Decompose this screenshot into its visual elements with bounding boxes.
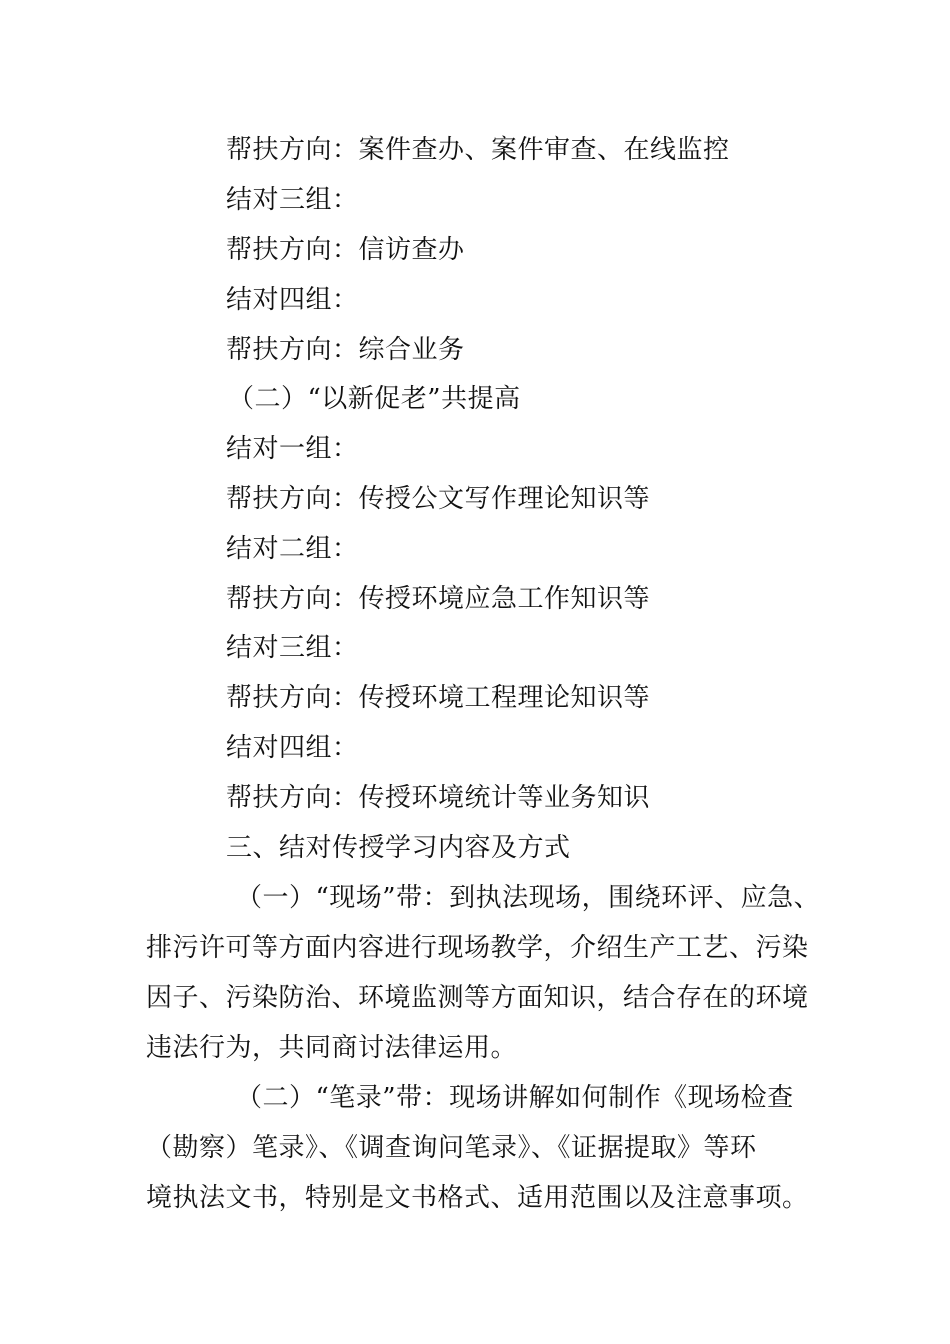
text-line: 帮扶方向：传授环境统计等业务知识: [226, 783, 651, 813]
section-heading: （二）“以新促老”共提高: [228, 384, 521, 414]
paragraph-line: 违法行为，共同商讨法律运用。: [146, 1033, 518, 1063]
text-line: 帮扶方向：信访查办: [226, 235, 465, 265]
text-line: 结对一组：: [226, 434, 359, 464]
section-heading: 三、结对传授学习内容及方式: [226, 833, 571, 863]
paragraph-line: 排污许可等方面内容进行现场教学，介绍生产工艺、污染: [146, 933, 809, 963]
text-line: 帮扶方向：传授公文写作理论知识等: [226, 484, 651, 514]
text-line: 结对二组：: [226, 534, 359, 564]
paragraph-line: （勘察）笔录》、《调查询问笔录》、《证据提取》等环: [146, 1133, 757, 1163]
paragraph-line: 因子、污染防治、环境监测等方面知识，结合存在的环境: [146, 983, 809, 1013]
text-line: 结对三组：: [226, 633, 359, 663]
text-line: 结对三组：: [226, 185, 359, 215]
paragraph-line: 境执法文书，特别是文书格式、适用范围以及注意事项。: [146, 1183, 809, 1213]
text-line: 结对四组：: [226, 733, 359, 763]
text-line: 帮扶方向：综合业务: [226, 335, 465, 365]
paragraph-line: （一）“现场”带：到执法现场，围绕环评、应急、: [236, 883, 821, 913]
text-line: 结对四组：: [226, 285, 359, 315]
text-line: 帮扶方向：传授环境工程理论知识等: [226, 683, 651, 713]
text-line: 帮扶方向：传授环境应急工作知识等: [226, 584, 651, 614]
text-line: 帮扶方向：案件查办、案件审查、在线监控: [226, 135, 730, 165]
paragraph-line: （二）“笔录”带：现场讲解如何制作《现场检查: [236, 1083, 794, 1113]
